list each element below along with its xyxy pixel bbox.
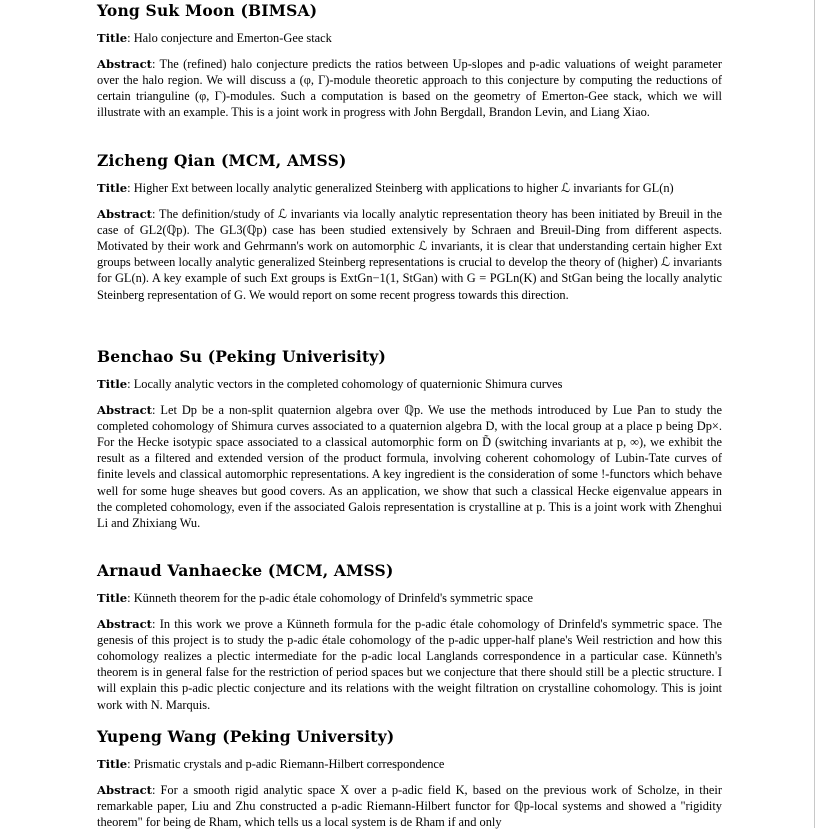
talk-title-line: Title: Halo conjecture and Emerton-Gee stack bbox=[97, 31, 332, 45]
talk-entry bbox=[97, 347, 722, 531]
talk-abstract: The (refined) halo conjecture predicts the ratios between Up-slopes and p-adic valuations of weight parameter over the halo region. We will discuss a (φ, Γ)-module theoretic approach to this conjecture by computing the reductions of certain trianguline (φ, Γ)-modules. Such a computation is based on the geometry of Emerton-Gee stack, which we will illustrate with an example. This is a joint work in progress with John Bergdall, Brandon Levin, and Liang Xiao. bbox=[97, 57, 722, 120]
title-label: Title bbox=[97, 181, 128, 195]
talk-entry bbox=[97, 727, 722, 830]
talk-title-line: Title: Künneth theorem for the p-adic étale cohomology of Drinfeld's symmetric space bbox=[97, 591, 534, 605]
talk-abstract-para: Abstract: The definition/study of ℒ invariants via locally analytic representation theory has been initiated by Breuil in the case of GL2(ℚp). The GL3(ℚp) case has been studied extensively by Schraen and Breuil-Ding from different aspects. Motivated by their work and Gehrmann's work on automorphic ℒ invariants, it is clear that understanding certain higher Ext groups between locally analytic generalized Steinberg representations is crucial to develop the theory of (higher) ℒ invariants for GL(n). A key example of such Ext groups is ExtGn−1(1, StGan) with G = PGLn(K) and StGan being the locally analytic Steinberg representation of G. We would report on some recent progress towards this direction. bbox=[97, 207, 722, 302]
title-label: Title bbox=[97, 757, 128, 771]
talk-abstract-para: Abstract: In this work we prove a Künneth formula for the p-adic étale cohomology of Drinfeld's symmetric space. The genesis of this project is to study the p-adic étale cohomology of the p-adic upper-half plane's Weil restriction and how this cohomology realizes a plectic intermediate for the p-adic local Langlands correspondence in a particular case. Künneth's theorem is in general false for the restriction of period spaces but we conjecture that there should still be a plectic structure. I will explain this p-adic plectic conjecture and its relations with the weight filtration on crystalline cohomology. This is joint work with N. Marquis. bbox=[97, 617, 722, 712]
talk-title-line: Title: Higher Ext between locally analytic generalized Steinberg with applications to higher ℒ invariants for GL(n) bbox=[97, 181, 674, 195]
talk-title: Locally analytic vectors in the completed cohomology of quaternionic Shimura curves bbox=[133, 377, 563, 391]
talk-title-line: Title: Prismatic crystals and p-adic Riemann-Hilbert correspondence bbox=[97, 757, 445, 771]
talk-abstract: Let Dp be a non-split quaternion algebra over ℚp. We use the methods introduced by Lue Pan to study the completed cohomology of Shimura curves associated to a quaternion algebra D, with the local group at a place p being Dp×. For the Hecke isotypic space associated to a classical automorphic form on D̃ (switching invariants at p, ∞), we exhibit the result as a filtered and extended version of the product formula, involving coherent cohomology of Lubin-Tate curves of finite levels and classical automorphic representations. A key ingredient is the consideration of some !-functors which behave well for some huge sheaves but good covers. As an application, we show that such a classical Hecke eigenvalue appears in the completed cohomology, even if the associated Galois representation is crystalline at p. This is a joint work with Zhenghui Li and Zhixiang Wu. bbox=[97, 403, 722, 530]
abstract-label: Abstract bbox=[97, 403, 153, 418]
talk-abstract-para: Abstract: For a smooth rigid analytic space X over a p-adic field K, based on the previous work of Scholze, in their remarkable paper, Liu and Zhu constructed a p-adic Riemann-Hilbert functor for ℚp-local systems and showed a "rigidity theorem" for being de Rham, which tells us a local system is de Rham if and only bbox=[97, 783, 722, 830]
talk-abstract: In this work we prove a Künneth formula for the p-adic étale cohomology of Drinfeld's symmetric space. The genesis of this project is to study the p-adic étale cohomology of the p-adic upper-half plane's Weil restriction and how this cohomology realizes a plectic intermediate for the p-adic local Langlands correspondence in a particular case. Künneth's theorem is in general false for the restriction of period spaces but we conjecture that there should still be a plectic structure. I will explain this p-adic plectic conjecture and its relations with the weight filtration on crystalline cohomology. This is joint work with N. Marquis. bbox=[97, 617, 722, 712]
speaker-name: Arnaud Vanhaecke (MCM, AMSS) bbox=[97, 561, 394, 580]
speaker-name: Benchao Su (Peking Univerisity) bbox=[97, 347, 387, 366]
talk-title: Halo conjecture and Emerton-Gee stack bbox=[133, 31, 332, 45]
abstract-label: Abstract bbox=[97, 783, 153, 798]
talk-entry bbox=[97, 1, 722, 120]
talk-entry bbox=[97, 151, 722, 303]
abstract-label: Abstract bbox=[97, 617, 153, 632]
talk-abstract-para: Abstract: Let Dp be a non-split quaternion algebra over ℚp. We use the methods introduced by Lue Pan to study the completed cohomology of Shimura curves associated to a quaternion algebra D, with the local group at a place p being Dp×. For the Hecke isotypic space associated to a classical automorphic form on D̃ (switching invariants at p, ∞), we exhibit the result as a filtered and extended version of the product formula, involving coherent cohomology of Lubin-Tate curves of finite levels and classical automorphic representations. A key ingredient is the consideration of some !-functors which behave well for some huge sheaves but good covers. As an application, we show that such a classical Hecke eigenvalue appears in the completed cohomology, even if the associated Galois representation is crystalline at p. This is a joint work with Zhenghui Li and Zhixiang Wu. bbox=[97, 403, 722, 530]
speaker-name: Yong Suk Moon (BIMSA) bbox=[97, 1, 318, 20]
title-label: Title bbox=[97, 377, 128, 391]
speaker-name: Yupeng Wang (Peking University) bbox=[97, 727, 395, 746]
talk-title: Higher Ext between locally analytic generalized Steinberg with applications to higher ℒ invariants for GL(n) bbox=[133, 181, 674, 195]
abstract-label: Abstract bbox=[97, 57, 153, 72]
title-label: Title bbox=[97, 591, 128, 605]
talk-title: Prismatic crystals and p-adic Riemann-Hilbert correspondence bbox=[133, 757, 445, 771]
talk-title-line: Title: Locally analytic vectors in the completed cohomology of quaternionic Shimura curves bbox=[97, 377, 563, 391]
talk-title: Künneth theorem for the p-adic étale cohomology of Drinfeld's symmetric space bbox=[133, 591, 534, 605]
talk-abstract: For a smooth rigid analytic space X over a p-adic field K, based on the previous work of Scholze, in their remarkable paper, Liu and Zhu constructed a p-adic Riemann-Hilbert functor for ℚp-local systems and showed a "rigidity theorem" for being de Rham, which tells us a local system is de Rham if and only bbox=[97, 783, 722, 830]
abstract-label: Abstract bbox=[97, 207, 153, 222]
speaker-name: Zicheng Qian (MCM, AMSS) bbox=[97, 151, 347, 170]
talk-entry bbox=[97, 561, 722, 713]
talk-abstract: The definition/study of ℒ invariants via locally analytic representation theory has been initiated by Breuil in the case of GL2(ℚp). The GL3(ℚp) case has been studied extensively by Schraen and Breuil-Ding from different aspects. Motivated by their work and Gehrmann's work on automorphic ℒ invariants, it is clear that understanding certain higher Ext groups between locally analytic generalized Steinberg representations is crucial to develop the theory of (higher) ℒ invariants for GL(n). A key example of such Ext groups is ExtGn−1(1, StGan) with G = PGLn(K) and StGan being the locally analytic Steinberg representation of G. We would report on some recent progress towards this direction. bbox=[97, 207, 722, 302]
talk-abstract-para: Abstract: The (refined) halo conjecture predicts the ratios between Up-slopes and p-adic valuations of weight parameter over the halo region. We will discuss a (φ, Γ)-module theoretic approach to this conjecture by computing the reductions of certain trianguline (φ, Γ)-modules. Such a computation is based on the geometry of Emerton-Gee stack, which we will illustrate with an example. This is a joint work in progress with John Bergdall, Brandon Levin, and Liang Xiao. bbox=[97, 57, 722, 120]
page-edge-rule bbox=[814, 0, 815, 828]
title-label: Title bbox=[97, 31, 128, 45]
